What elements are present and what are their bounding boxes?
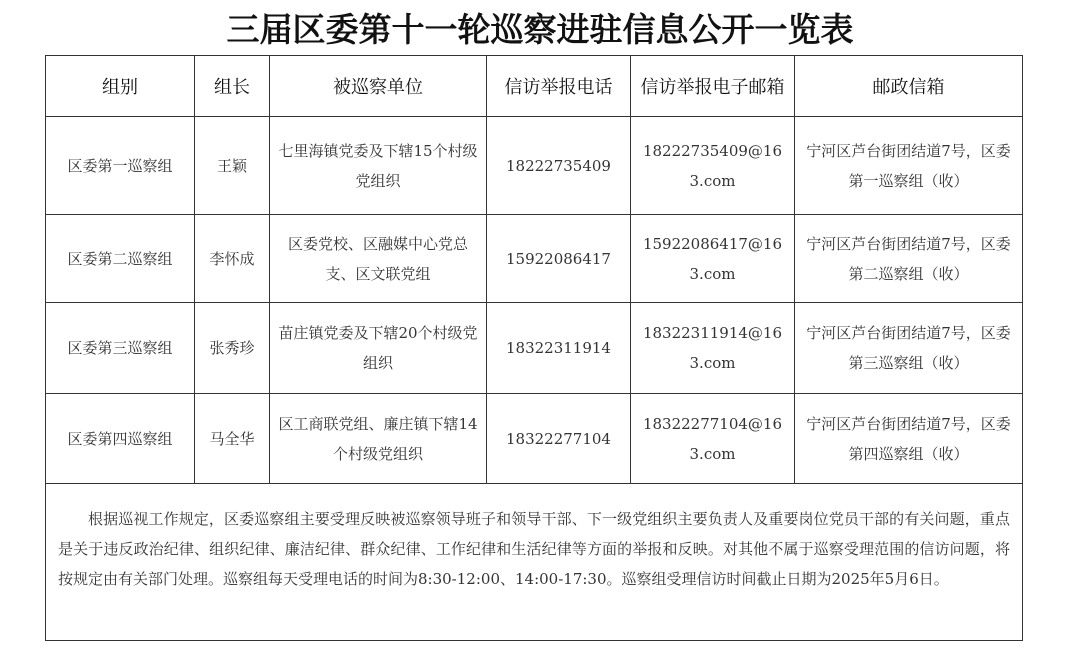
email-cell: 18322277104@163.com: [631, 394, 795, 484]
header-leader: 组长: [195, 56, 270, 117]
leader-cell: 马全华: [195, 394, 270, 484]
header-phone: 信访举报电话: [487, 56, 631, 117]
table-header-row: [46, 56, 1023, 117]
table-row: [46, 394, 1023, 484]
phone-cell: 18322277104: [487, 394, 631, 484]
inspection-info-table: [45, 55, 1023, 641]
group-cell: 区委第四巡察组: [46, 394, 195, 484]
group-cell: 区委第三巡察组: [46, 303, 195, 394]
note-cell: [46, 484, 1023, 641]
email-cell: 15922086417@163.com: [631, 215, 795, 303]
phone-cell: 18322311914: [487, 303, 631, 394]
postal-cell: 宁河区芦台街团结道7号，区委第二巡察组（收）: [795, 215, 1023, 303]
note-text: 根据巡视工作规定，区委巡察组主要受理反映被巡察领导班子和领导干部、下一级党组织主要负责人及重要岗位党员干部的有关问题，重点是关于违反政治纪律、组织纪律、廉洁纪律、群众纪律、工作纪律和生活纪律等方面的举报和反映。对其他不属于巡察受理范围的信访问题，将按规定由有关部门处理。巡察组每天受理电话的时间为8:30-12:00、14:00-17:30。巡察组受理信访时间截止日期为2025年5月6日。: [58, 510, 1010, 588]
page-title: 三届区委第十一轮巡察进驻信息公开一览表: [226, 10, 854, 49]
header-email: 信访举报电子邮箱: [631, 56, 795, 117]
group-cell: 区委第一巡察组: [46, 117, 195, 215]
group-cell: 区委第二巡察组: [46, 215, 195, 303]
leader-cell: 张秀珍: [195, 303, 270, 394]
email-cell: 18322311914@163.com: [631, 303, 795, 394]
leader-cell: 王颖: [195, 117, 270, 215]
header-postal: 邮政信箱: [795, 56, 1023, 117]
note-row: [46, 484, 1023, 641]
unit-cell: 七里海镇党委及下辖15个村级党组织: [270, 117, 487, 215]
unit-cell: 区委党校、区融媒中心党总支、区文联党组: [270, 215, 487, 303]
email-cell: 18222735409@163.com: [631, 117, 795, 215]
postal-cell: 宁河区芦台街团结道7号，区委第三巡察组（收）: [795, 303, 1023, 394]
leader-cell: 李怀成: [195, 215, 270, 303]
postal-cell: 宁河区芦台街团结道7号，区委第四巡察组（收）: [795, 394, 1023, 484]
phone-cell: 18222735409: [487, 117, 631, 215]
header-group: 组别: [46, 56, 195, 117]
postal-cell: 宁河区芦台街团结道7号，区委第一巡察组（收）: [795, 117, 1023, 215]
table-row: [46, 215, 1023, 303]
header-unit: 被巡察单位: [270, 56, 487, 117]
phone-cell: 15922086417: [487, 215, 631, 303]
unit-cell: 区工商联党组、廉庄镇下辖14个村级党组织: [270, 394, 487, 484]
table-row: [46, 117, 1023, 215]
unit-cell: 苗庄镇党委及下辖20个村级党组织: [270, 303, 487, 394]
table-row: [46, 303, 1023, 394]
